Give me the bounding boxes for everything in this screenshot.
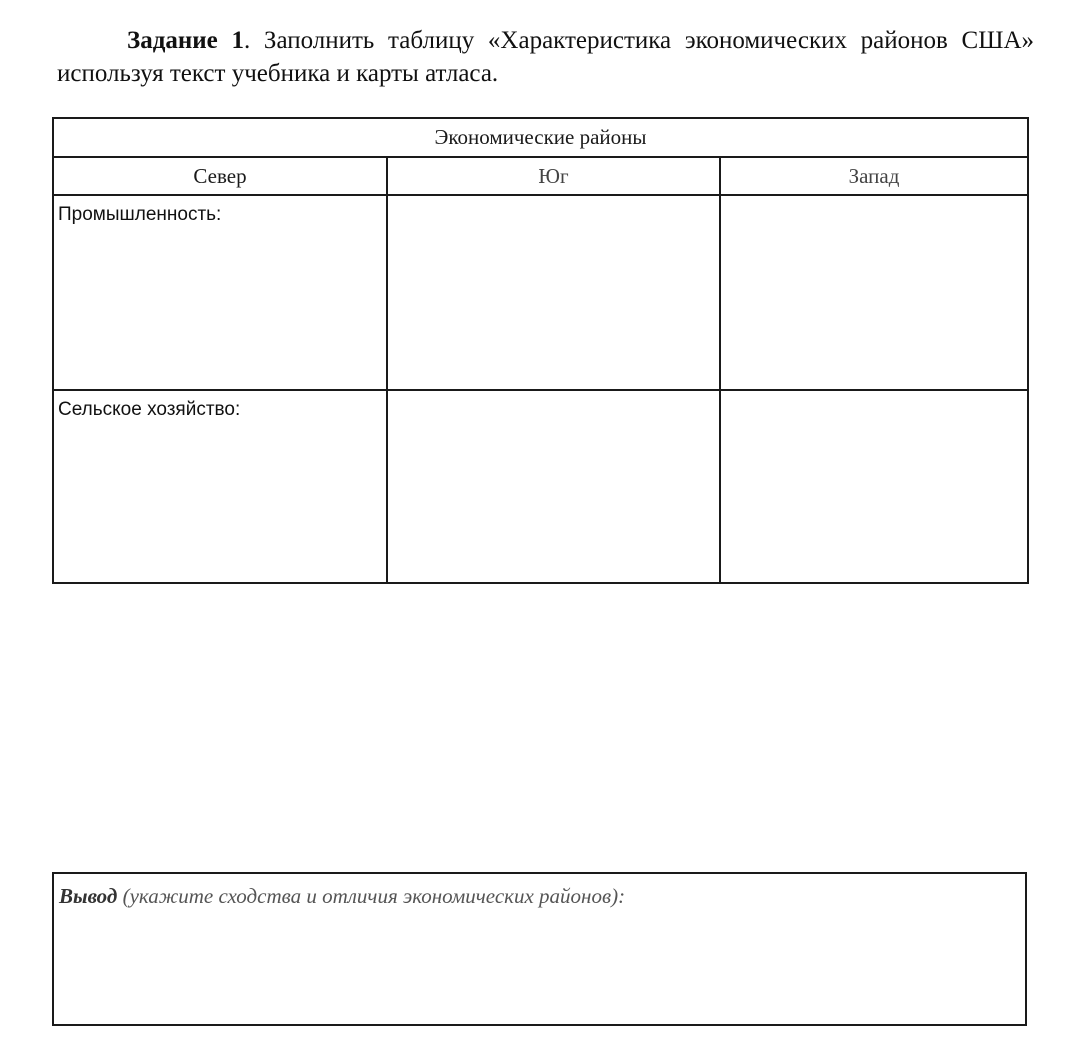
column-header-north: Север (53, 157, 387, 195)
conclusion-text (54, 874, 1025, 909)
cell-industry-south[interactable] (387, 195, 720, 390)
column-header-south: Юг (387, 157, 720, 195)
cell-agriculture-north[interactable] (53, 390, 387, 583)
cell-industry-west[interactable] (720, 195, 1028, 390)
conclusion-box[interactable] (52, 872, 1027, 1026)
task-number: 1 (231, 27, 244, 54)
task-label: Задание (127, 27, 218, 54)
cell-agriculture-south[interactable] (387, 390, 720, 583)
row-label-agriculture: Сельское хозяйство: (58, 399, 241, 420)
column-header-west: Запад (720, 157, 1028, 195)
regions-table (52, 117, 1029, 584)
task-body: . Заполнить таблицу «Характеристика экономических районов США» используя текст учебника и карты атласа. (57, 27, 1035, 87)
conclusion-hint: (укажите сходства и отличия экономических районов): (117, 884, 626, 908)
row-label-industry: Промышленность: (58, 204, 222, 225)
conclusion-label: Вывод (59, 884, 118, 908)
cell-agriculture-west[interactable] (720, 390, 1028, 583)
table-header: Экономические районы (53, 118, 1028, 157)
task-text (57, 24, 1034, 90)
cell-industry-north[interactable] (53, 195, 387, 390)
